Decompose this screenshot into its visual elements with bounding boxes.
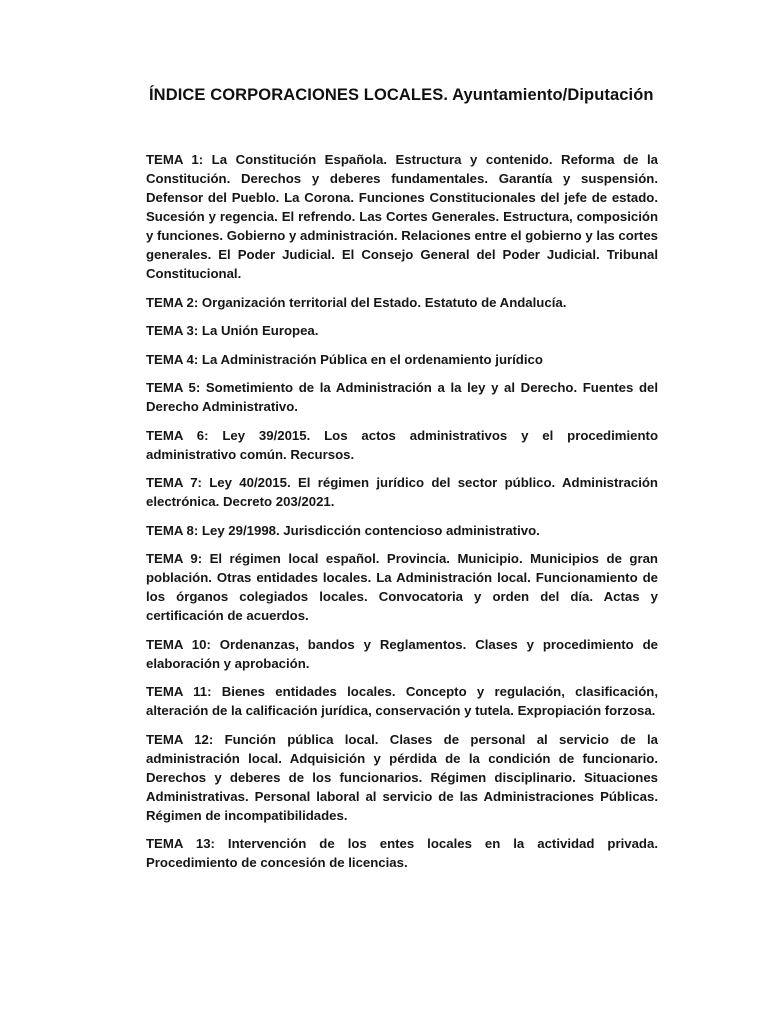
topic-12: TEMA 12: Función pública local. Clases de personal al servicio de la administración local. Adquisición y pérdida de la condición de funcionario. Derechos y deberes de los funcionarios. Régimen disciplinario. Situaciones Administrativas. Personal laboral al servicio de las Administraciones Públicas. Régimen de incompatibilidades. [146, 731, 658, 823]
topic-1: TEMA 1: La Constitución Española. Estructura y contenido. Reforma de la Constitución. Derechos y deberes fundamentales. Garantía y suspensión. Defensor del Pueblo. La Corona. Funciones Constitucionales del jefe de estado. Sucesión y regencia. El refrendo. Las Cortes Generales. Estructura, composición y funciones. Gobierno y administración. Relaciones entre el gobierno y las cortes generales. El Poder Judicial. El Consejo General del Poder Judicial. Tribunal Constitucional. [146, 152, 658, 281]
topic-list [146, 150, 658, 882]
topic-6: TEMA 6: Ley 39/2015. Los actos administrativos y el procedimiento administrativo común. Recursos. [146, 427, 658, 462]
topic-4: TEMA 4: La Administración Pública en el ordenamiento jurídico [146, 351, 543, 367]
topic-10: TEMA 10: Ordenanzas, bandos y Reglamentos. Clases y procedimiento de elaboración y aprobación. [146, 636, 658, 671]
topic-7: TEMA 7: Ley 40/2015. El régimen jurídico del sector público. Administración electrónica. Decreto 203/2021. [146, 475, 658, 509]
document-title: ÍNDICE CORPORACIONES LOCALES. Ayuntamiento/Diputación [149, 86, 654, 104]
topic-2: TEMA 2: Organización territorial del Estado. Estatuto de Andalucía. [146, 294, 567, 310]
topic-5: TEMA 5: Sometimiento de la Administración a la ley y al Derecho. Fuentes del Derecho Administrativo. [146, 380, 658, 414]
topic-11: TEMA 11: Bienes entidades locales. Concepto y regulación, clasificación, alteración de la calificación jurídica, conservación y tutela. Expropiación forzosa. [146, 684, 658, 718]
topic-3: TEMA 3: La Unión Europea. [146, 323, 319, 338]
topic-13: TEMA 13: Intervención de los entes locales en la actividad privada. Procedimiento de concesión de licencias. [146, 836, 658, 870]
topic-9: TEMA 9: El régimen local español. Provincia. Municipio. Municipios de gran población. Otras entidades locales. La Administración local. Funcionamiento de los órganos colegiados locales. Convocatoria y orden del día. Actas y certificación de acuerdos. [146, 551, 658, 623]
topic-8: TEMA 8: Ley 29/1998. Jurisdicción contencioso administrativo. [146, 522, 540, 538]
